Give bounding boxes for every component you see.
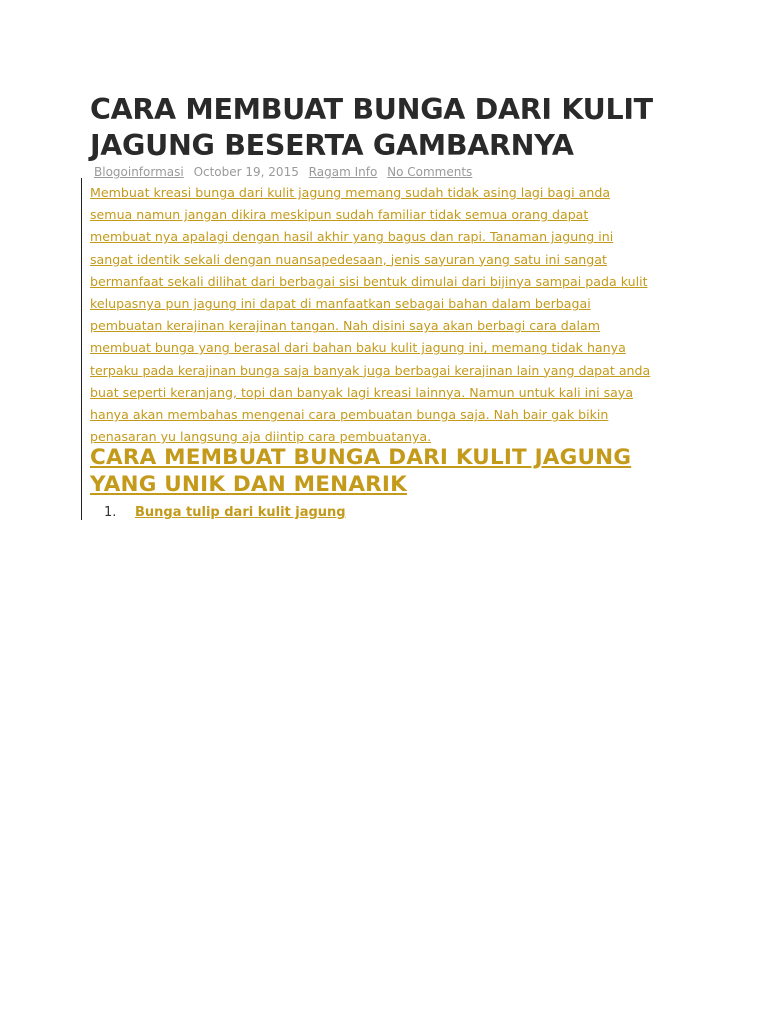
- category-link[interactable]: Ragam Info: [308, 165, 378, 179]
- steps-list: [104, 504, 346, 522]
- section-heading-line-2[interactable]: YANG UNIK DAN MENARIK: [90, 472, 407, 497]
- intro-line[interactable]: membuat nya apalagi dengan hasil akhir yang bagus dan rapi. Tanaman jagung ini: [90, 229, 614, 245]
- intro-line[interactable]: kelupasnya pun jagung ini dapat di manfaatkan sebagai bahan dalam berbagai: [90, 296, 591, 312]
- intro-paragraph[interactable]: [90, 182, 690, 448]
- post-meta: [94, 165, 472, 180]
- intro-line[interactable]: terpaku pada kerajinan bunga saja banyak juga berbagai kerajinan lain yang dapat anda: [90, 362, 651, 378]
- author-link[interactable]: Blogoinformasi: [94, 165, 184, 179]
- intro-line[interactable]: membuat bunga yang berasal dari bahan baku kulit jagung ini, memang tidak hanya: [90, 340, 626, 356]
- intro-line[interactable]: buat seperti keranjang, topi dan banyak lagi kreasi lainnya. Namun untuk kali ini saya: [90, 384, 634, 400]
- intro-line[interactable]: pembuatan kerajinan kerajinan tangan. Nah disini saya akan berbagi cara dalam: [90, 318, 600, 334]
- comments-link[interactable]: No Comments: [387, 165, 473, 179]
- intro-line[interactable]: hanya akan membahas mengenai cara pembuatan bunga saja. Nah bair gak bikin: [90, 407, 609, 423]
- list-item-link[interactable]: Bunga tulip dari kulit jagung: [135, 505, 346, 520]
- list-item: [104, 504, 346, 522]
- post-date: October 19, 2015: [193, 165, 299, 179]
- intro-line[interactable]: semua namun jangan dikira meskipun sudah familiar tidak semua orang dapat: [90, 207, 589, 223]
- article-title: [90, 92, 690, 164]
- left-border-rule: [81, 178, 82, 520]
- article-title-line-2: JAGUNG BESERTA GAMBARNYA: [90, 129, 574, 162]
- section-heading-line-1[interactable]: CARA MEMBUAT BUNGA DARI KULIT JAGUNG: [90, 445, 632, 470]
- list-item-number: 1.: [104, 505, 117, 520]
- intro-line[interactable]: penasaran yu langsung aja diintip cara pembuatanya.: [90, 429, 432, 445]
- intro-line[interactable]: sangat identik sekali dengan nuansapedesaan, jenis sayuran yang satu ini sangat: [90, 251, 607, 267]
- article-title-line-1: CARA MEMBUAT BUNGA DARI KULIT: [90, 93, 653, 126]
- intro-line[interactable]: bermanfaat sekali dilihat dari berbagai sisi bentuk dimulai dari bijinya sampai pada kulit: [90, 273, 648, 289]
- intro-line[interactable]: Membuat kreasi bunga dari kulit jagung memang sudah tidak asing lagi bagi anda: [90, 185, 611, 200]
- section-heading-link[interactable]: [90, 444, 631, 498]
